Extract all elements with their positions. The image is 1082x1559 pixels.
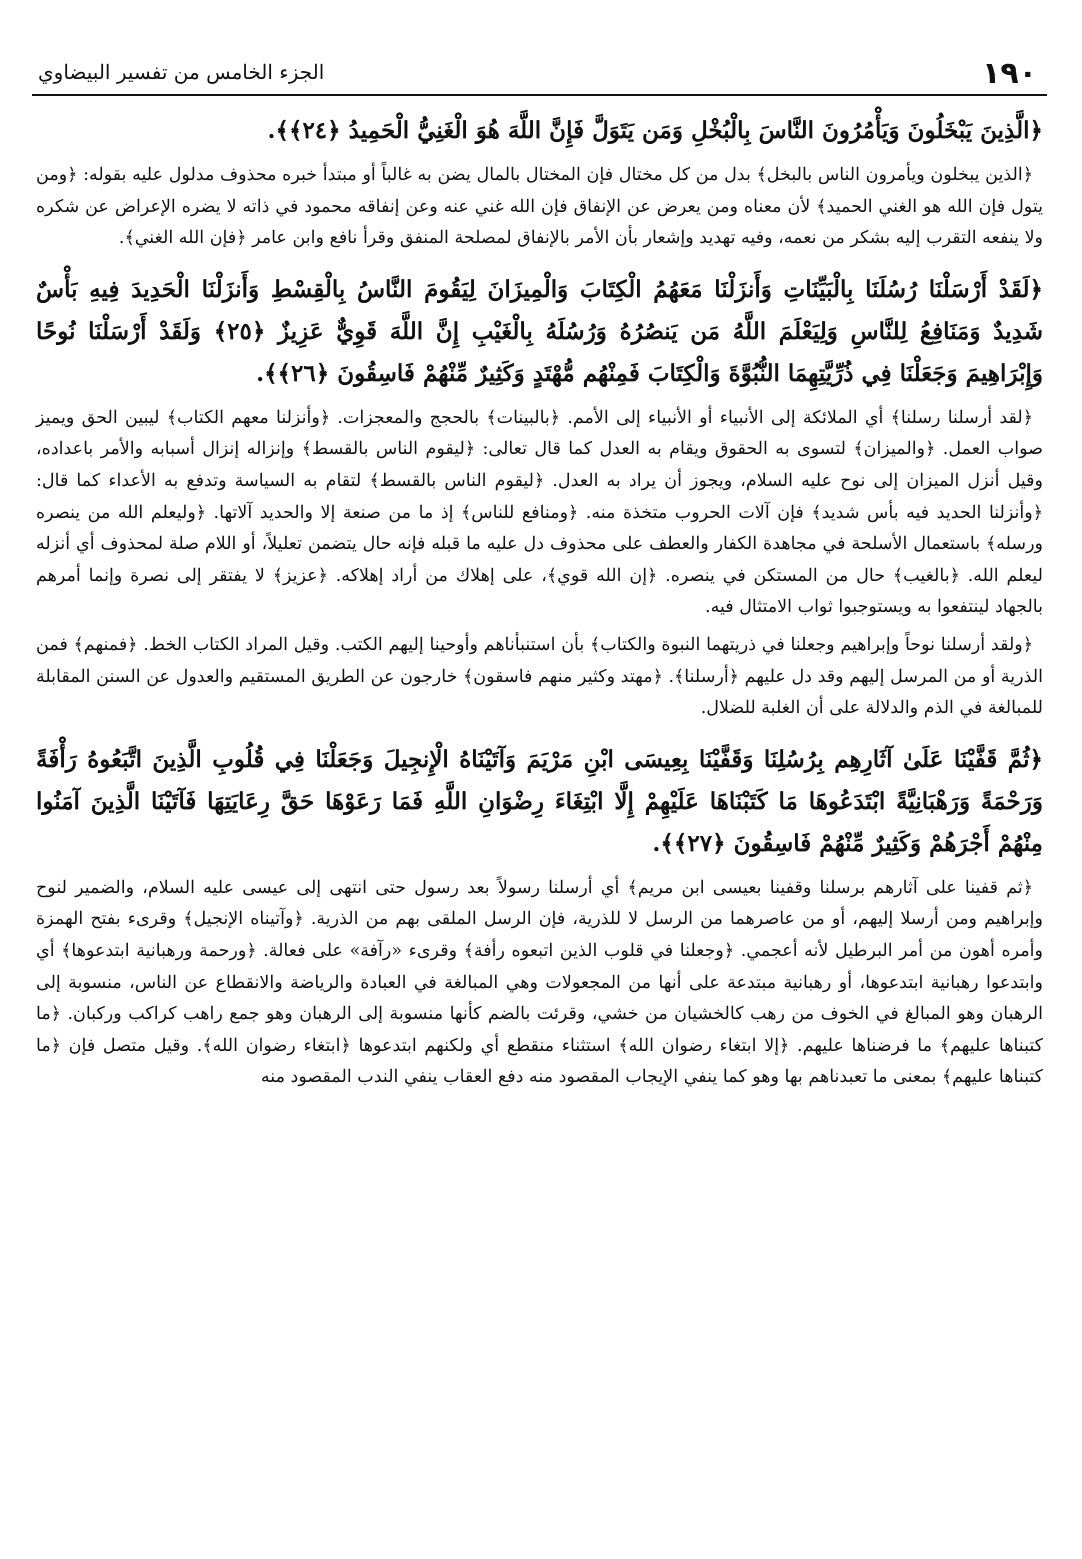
- commentary-paragraph: ﴿ولقد أرسلنا نوحاً وإبراهيم وجعلنا في ذريتهما النبوة والكتاب﴾ بأن استنبأناهم وأوحينا إليهم الكتب. وقيل المراد الكتاب الخط. ﴿فمنهم﴾ فمن الذرية أو من المرسل إليهم وقد دل عليهم ﴿أرسلنا﴾. ﴿مهتد وكثير منهم فاسقون﴾ خارجون عن الطريق المستقيم والعدول عن السنن المقابلة للمبالغة في الذم والدلالة على أن الغلبة للضلال.: [36, 634, 1043, 719]
- running-title: الجزء الخامس من تفسير البيضاوي: [38, 60, 325, 84]
- quran-verse-25-26: ﴿لَقَدْ أَرْسَلْنَا رُسُلَنَا بِالْبَيِّنَاتِ وَأَنزَلْنَا مَعَهُمُ الْكِتَابَ وَالْمِيزَانَ لِيَقُومَ النَّاسُ بِالْقِسْطِ وَأَنزَلْنَا الْحَدِيدَ فِيهِ بَأْسٌ شَدِيدٌ وَمَنَافِعُ لِلنَّاسِ وَلِيَعْلَمَ اللَّهُ مَن يَنصُرُهُ وَرُسُلَهُ بِالْغَيْبِ إِنَّ اللَّهَ قَوِيٌّ عَزِيزٌ ﴿٢٥﴾ وَلَقَدْ أَرْسَلْنَا نُوحًا وَإِبْرَاهِيمَ وَجَعَلْنَا فِي ذُرِّيَّتِهِمَا النُّبُوَّةَ وَالْكِتَابَ فَمِنْهُم مُّهْتَدٍ وَكَثِيرٌ مِّنْهُمْ فَاسِقُونَ ﴿٢٦﴾﴾.: [36, 275, 1043, 387]
- book-page: [32, 50, 1047, 1540]
- commentary-paragraph: ﴿لقد أرسلنا رسلنا﴾ أي الملائكة إلى الأنبياء أو الأنبياء إلى الأمم. ﴿بالبينات﴾ بالحجج والمعجزات. ﴿وأنزلنا معهم الكتاب﴾ ليبين الحق ويميز صواب العمل. ﴿والميزان﴾ لتسوى به الحقوق ويقام به العدل كما قال تعالى: ﴿ليقوم الناس بالقسط﴾ وإنزاله إنزال أسبابه والأمر باعداده، وقيل أنزل الميزان إلى نوح عليه السلام، ويجوز أن يراد به العدل. ﴿ليقوم الناس بالقسط﴾ لتقام به السياسة وتدفع به الأعداء كما قال: ﴿وأنزلنا الحديد فيه بأس شديد﴾ فإن آلات الحروب متخذة منه. ﴿ومنافع للناس﴾ إذ ما من صنعة إلا والحديد آلاتها. ﴿وليعلم الله من ينصره ورسله﴾ باستعمال الأسلحة في مجاهدة الكفار والعطف على محذوف دل عليه ما قبله فإنه حال يتضمن تعليلاً، أو اللام صلة لمحذوف أي أنزله ليعلم الله. ﴿بالغيب﴾ حال من المستكن في ينصره. ﴿إن الله قوي﴾، على إهلاك من أراد إهلاكه. ﴿عزيز﴾ لا يفتقر إلى نصرة وإنما أمرهم بالجهاد لينتفعوا به ويستوجبوا ثواب الامتثال فيه.: [36, 407, 1043, 618]
- page-content: [32, 110, 1047, 1094]
- quran-verse-24: ﴿الَّذِينَ يَبْخَلُونَ وَيَأْمُرُونَ النَّاسَ بِالْبُخْلِ وَمَن يَتَوَلَّ فَإِنَّ اللَّهَ هُوَ الْغَنِيُّ الْحَمِيدُ ﴿٢٤﴾﴾.: [267, 117, 1043, 144]
- page-number: ١٩٠: [982, 56, 1037, 91]
- commentary-paragraph: ﴿ثم قفينا على آثارهم برسلنا وقفينا بعيسى ابن مريم﴾ أي أرسلنا رسولاً بعد رسول حتى انتهى إلى عيسى عليه السلام، والضمير لنوح وإبراهيم ومن أرسلا إليهم، أو من عاصرهما من الرسل لا للذرية، فإن الرسل الملقى بهم من الذرية. ﴿وآتيناه الإنجيل﴾ وقرىء بفتح الهمزة وأمره أهون من أمر البرطيل لأنه أعجمي. ﴿وجعلنا في قلوب الذين اتبعوه رأفة﴾ وقرىء «رآفة» على فعالة. ﴿ورحمة ورهبانية ابتدعوها﴾ أي وابتدعوا رهبانية ابتدعوها، أو رهبانية مبتدعة على أنها من المجعولات وهي المبالغة في العبادة والرياضة والانقطاع عن الناس، منسوبة إلى الرهبان وهو المبالغ في الخوف من رهب كالخشيان من خشي، وقرئت بالضم كأنها منسوبة إلى الرهبان وهو جمع راهب كراكب وركبان. ﴿ما كتبناها عليهم﴾ ما فرضناها عليهم. ﴿إلا ابتغاء رضوان الله﴾ استثناء منقطع أي ولكنهم ابتدعوها ﴿ابتغاء رضوان الله﴾. وقيل متصل فإن ﴿ما كتبناها عليهم﴾ بمعنى ما تعبدناهم بها وهو كما ينفي الإيجاب المقصود منه دفع العقاب ينفي الندب المقصود منه: [36, 877, 1043, 1088]
- commentary-paragraph: ﴿الذين يبخلون ويأمرون الناس بالبخل﴾ بدل من كل مختال فإن المختال بالمال يضن به غالباً أو مبتدأ خبره محذوف مدلول عليه بقوله: ﴿ومن يتول فإن الله هو الغني الحميد﴾ لأن معناه ومن يعرض عن الإنفاق فإن الله غني عنه وعن إنفاقه محمود في ذاته لا يضره الإعراض عن شكره ولا ينفعه التقرب إليه بشكر من نعمه، وفيه تهديد وإشعار بأن الأمر بالإنفاق لمصلحة المنفق وقرأ نافع وابن عامر ﴿فإن الله الغني﴾.: [36, 165, 1043, 249]
- page-header: [32, 50, 1047, 96]
- quran-verse-27: ﴿ثُمَّ قَفَّيْنَا عَلَىٰ آثَارِهِم بِرُسُلِنَا وَقَفَّيْنَا بِعِيسَى ابْنِ مَرْيَمَ وَآتَيْنَاهُ الْإِنجِيلَ وَجَعَلْنَا فِي قُلُوبِ الَّذِينَ اتَّبَعُوهُ رَأْفَةً وَرَحْمَةً وَرَهْبَانِيَّةً ابْتَدَعُوهَا مَا كَتَبْنَاهَا عَلَيْهِمْ إِلَّا ابْتِغَاءَ رِضْوَانِ اللَّهِ فَمَا رَعَوْهَا حَقَّ رِعَايَتِهَا فَآتَيْنَا الَّذِينَ آمَنُوا مِنْهُمْ أَجْرَهُمْ وَكَثِيرٌ مِّنْهُمْ فَاسِقُونَ ﴿٢٧﴾﴾.: [36, 745, 1043, 857]
